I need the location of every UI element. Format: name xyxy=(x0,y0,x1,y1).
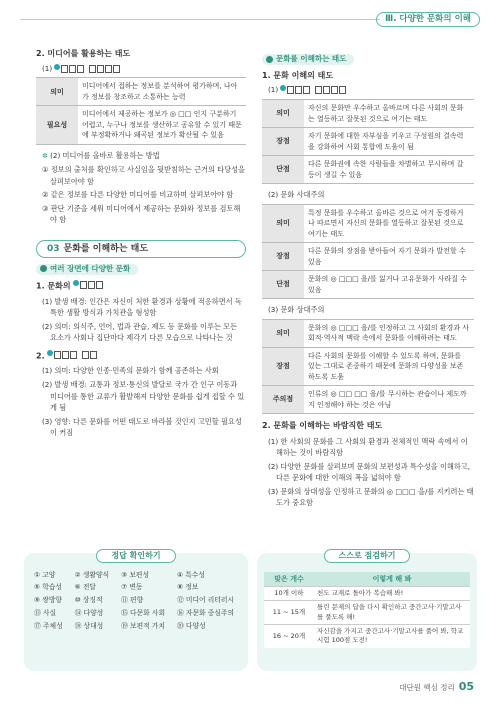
chapter-header: Ⅲ. 다양한 문화의 이해 xyxy=(376,12,480,27)
answer-item: ⑬ 사실 xyxy=(34,609,57,618)
answer-item: ⑮ 다문화 사회 xyxy=(121,609,166,618)
media-title: 2. 미디어를 활용하는 태도 xyxy=(36,49,131,58)
t4-items: (1) 한 사회의 문화를 그 사회의 환경과 전체적인 맥락 속에서 이해하는 것이 바람직함 (2) 다양한 문화를 살펴보며 문화의 보편성과 특수성을 이해하고, 다른 문화에 대한 이해의 폭을 넓혀야 함 (3) 문화의 상대성을 인정하고 문화의 ◎ □□□ 을/를 지키려는 태도가 중요함 xyxy=(268,436,474,508)
self-check-box xyxy=(257,553,477,671)
answer-item: ⑲ 보편적 가치 xyxy=(121,621,166,630)
table3: 의미 문화의 ◎ □□□ 을/를 인정하고 그 사회의 환경과 사회적·역사적 맥락 속에서 문화를 이해하려는 태도 장점 다른 사회의 문화를 이해할 수 있도록 하며, 문화를 있는 그대로 존중하기 때문에 문화의 다양성을 보존하도록 도움 주의점 인류의 ◎ □□ □□ 을/를 무시하는 관습이나 제도까지 인정해야 하는 것은 아님 xyxy=(262,319,474,415)
answer-item: ⑥ 전달 xyxy=(74,583,96,592)
culture1-items: (1) 발생 배경: 인간은 자신이 처한 환경과 상황에 적응하면서 독특한 생활 방식과 가치관을 형성함 (2) 의미: 의식주, 언어, 법과 관습, 제도 등 문화를 이루는 모든 요소가 사회나 집단마다 제각기 다른 모습으로 나타나는 것 xyxy=(42,296,242,343)
blank-boxes xyxy=(54,64,121,74)
answer-item: ⑪ 편향 xyxy=(121,596,144,605)
answer-item: ⑰ 주체성 xyxy=(34,621,63,630)
self-check-table: 맞은 개수 이렇게 해 봐 10개 이하 천도 교재로 돌아가 복습해 봐! 11 ~ 15개 틀린 문제의 답을 다시 확인하고 중간고사·기말고사를 풀도록 해! 16 ~ 20개 자신감을 가지고 중간고사·기말고사를 풀어 봐, 학교 시험 100점 도전! xyxy=(264,572,470,648)
answer-item: ⑤ 학습성 xyxy=(34,583,62,592)
culture1-title: 1. 문화의 xyxy=(36,280,246,292)
media-item: (1) xyxy=(42,64,246,75)
media-method-title: ✲ (2) 미디어를 올바로 활용하는 방법 xyxy=(42,150,160,160)
answer-item: ⑨ 쌍방향 xyxy=(34,596,62,605)
answer-item: ⑱ 상대성 xyxy=(74,621,104,630)
culture2-items: (1) 의미: 다양한 인종·민족의 문화가 함께 공존하는 사회 (2) 발생 배경: 교통과 정보·통신의 발달로 국가 간 인구 이동과 미디어를 통한 교류가 활발해져 다양한 문화를 쉽게 접할 수 있게 됨 (3) 영향: 다른 문화를 어떤 태도로 바라볼 것인지 고민할 필요성이 커짐 xyxy=(42,366,245,438)
left-column xyxy=(36,46,246,441)
page-footer: 대단원 핵심 정리 05 xyxy=(399,680,474,694)
table2: 의미 특정 문화를 우수하고 올바른 것으로 여겨 동경하거나 따르면서 자신의 문화를 열등하고 잘못된 것으로 여기는 태도 장점 다른 문화의 장점을 받아들여 자기 문화가 발전할 수 있음 단점 문화의 ◎ □□□ 을/를 잃거나 고유문화가 사라질 수 있음 xyxy=(262,204,474,300)
media-methods: ① 정보의 출처를 확인하고 사실임을 뒷받침하는 근거의 타당성을 살펴보아야 함 ② 같은 정보를 다른 다양한 미디어를 비교하며 살펴보아야 함 ③ 판단 기준을 세워 미디어에서 제공하는 문화와 정보를 검토해야 함 xyxy=(42,165,245,225)
answers-grid xyxy=(24,563,248,632)
right-pill: 문화를 이해하는 태도 xyxy=(262,54,354,65)
answer-item: ④ 특수성 xyxy=(176,570,205,579)
answer-item: ⑧ 정보 xyxy=(176,583,199,592)
answer-item: ⑫ 미디어 리터러시 xyxy=(176,596,235,605)
media-table: 의미 미디어에서 접하는 정보를 분석하여 평가하며, 나아가 정보를 창조하고 소통하는 능력 필요성 미디어에서 제공하는 정보가 ◎ □□ 인지 구분하기 어렵고, 누구나 정보를 생산하고 공유할 수 있기 때문에 부정확하거나 왜곡된 정보가 확산될 수 있음 xyxy=(36,77,246,145)
t4-title: 2. 문화를 이해하는 바람직한 태도 xyxy=(262,421,383,430)
culture2-title: 2. xyxy=(36,350,246,362)
t1-title: 1. 문화 이해의 태도 xyxy=(262,70,334,80)
header-rule xyxy=(20,19,380,20)
answer-item: ⑭ 다양성 xyxy=(74,609,104,618)
topic-pill: 여러 장면에 다양한 문화 xyxy=(36,264,138,275)
answer-item: ⑳ 다양성 xyxy=(176,621,206,630)
answer-item: ⑦ 변동 xyxy=(121,583,143,592)
answers-title: 정답 확인하기 xyxy=(96,549,175,563)
answer-item: ① 고양 xyxy=(34,570,56,579)
t2-title: (2) 문화 사대주의 xyxy=(268,190,325,200)
self-check-title: 스스로 점검하기 xyxy=(324,549,411,563)
section-heading: 03 문화를 이해하는 태도 xyxy=(36,240,246,258)
answer-item: ⑩ 상징적 xyxy=(74,596,103,605)
answers-box xyxy=(24,553,248,671)
answer-item: ③ 보편성 xyxy=(121,570,150,579)
answer-item: ② 생활양식 xyxy=(74,570,110,579)
answer-item: ⑯ 자문화 중심주의 xyxy=(176,609,235,618)
t1-item: (1) xyxy=(268,85,474,96)
right-column xyxy=(262,54,474,511)
table1: 의미 자신의 문화만 우수하고 올바르며 다른 사회의 문화는 열등하고 잘못된 것으로 여기는 태도 장점 자기 문화에 대한 자부심을 키우고 구성원의 결속력을 강화하여 사회 통합에 도움이 됨 단점 다른 문화권에 속한 사람들을 차별하고 무시하며 갈등이 생길 수 있음 xyxy=(262,99,474,184)
t3-title: (3) 문화 상대주의 xyxy=(268,305,325,315)
